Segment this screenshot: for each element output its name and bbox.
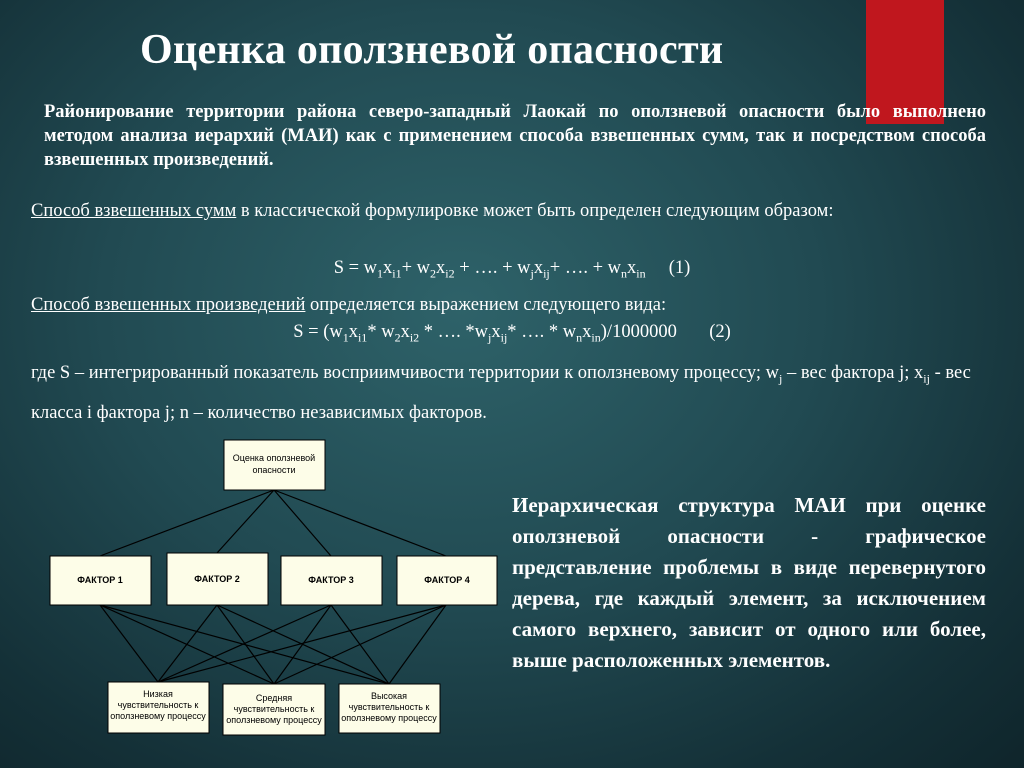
- factor-node-3: [281, 556, 382, 605]
- weighted-product-text: определяется выражением следующего вида:: [305, 295, 667, 315]
- factor-2-label: ФАКТОР 2: [194, 574, 240, 584]
- outcome-low-line-1: Низкая: [143, 689, 173, 699]
- definitions-text-b: – вес фактора j; x: [782, 363, 924, 383]
- outcome-high-line-1: Высокая: [370, 691, 408, 701]
- factor-node-2: [167, 553, 268, 605]
- root-line-1: Оценка оползневой: [232, 453, 316, 463]
- factor-node-1: [50, 556, 151, 605]
- outcome-low-line-3: оползневому процессу: [110, 711, 206, 721]
- outcome-high-line-3: оползневому процессу: [341, 713, 437, 723]
- factor-node-4: [397, 556, 497, 605]
- factor-1-label: ФАКТОР 1: [77, 575, 123, 585]
- definitions-sub-ij: ij: [923, 371, 930, 386]
- outcome-node-medium: [223, 684, 325, 735]
- weighted-product-link: Способ взвешенных произведений: [31, 295, 306, 315]
- outcome-high-line-2: чувствительность к: [348, 702, 430, 712]
- outcome-node-high: [339, 684, 440, 733]
- outcome-node-low: [108, 682, 209, 733]
- outcome-medium-line-1: Средняя: [255, 693, 293, 703]
- slide-title: Оценка оползневой опасности: [140, 27, 724, 73]
- root-node: [224, 440, 325, 490]
- factor-4-label: ФАКТОР 4: [424, 575, 470, 585]
- definitions-sub-j: j: [779, 371, 783, 386]
- outcome-medium-line-2: чувствительность к: [233, 704, 315, 714]
- outcome-medium-line-3: оползневому процессу: [226, 715, 322, 725]
- formula-weighted-product: $S = (w_1x_{i1}*$ $w_2x_{i2}$ * …. $*w_jx_{ij}*$ …. * $w_nx_{in})/1000000$ (2): [293, 322, 731, 345]
- formula-2-number: (2): [709, 322, 731, 342]
- definitions-text-a: где S – интегрированный показатель восприимчивости территории к оползневому процессу; w: [31, 363, 779, 383]
- formula-1-number: (1): [668, 258, 691, 278]
- connector-lines: [100, 490, 446, 684]
- root-line-2: опасности: [252, 465, 296, 475]
- weighted-sum-text: в классической формулировке может быть определен следующим образом:: [236, 201, 834, 221]
- outcome-low-line-2: чувствительность к: [117, 700, 199, 710]
- intro-paragraph: Районирование территории района северо-западный Лаокай по оползневой опасности было выполнено методом анализа иерархий (МАИ) как с применением способа взвешенных сумм, так и посредством способа взвешенных произведений.: [44, 102, 986, 170]
- factor-3-label: ФАКТОР 3: [308, 575, 354, 585]
- definitions-text-c: - вес класса i фактора j; n – количество независимых факторов.: [31, 363, 971, 423]
- formula-weighted-sum: $S = w_1x_{i1}+ w_2x_{i2}$ + …. + $w_jx_{ij}+$ …. + $w_nx_{in}$ (1): [333, 258, 691, 281]
- hierarchy-description: Иерархическая структура МАИ при оценке оползневой опасности - графическое представление проблемы в виде перевернутого дерева, где каждый элемент, за исключением самого верхнего, зависит от одного или более, выше расположенных элементов.: [512, 493, 986, 672]
- weighted-sum-link: Способ взвешенных сумм: [31, 201, 237, 221]
